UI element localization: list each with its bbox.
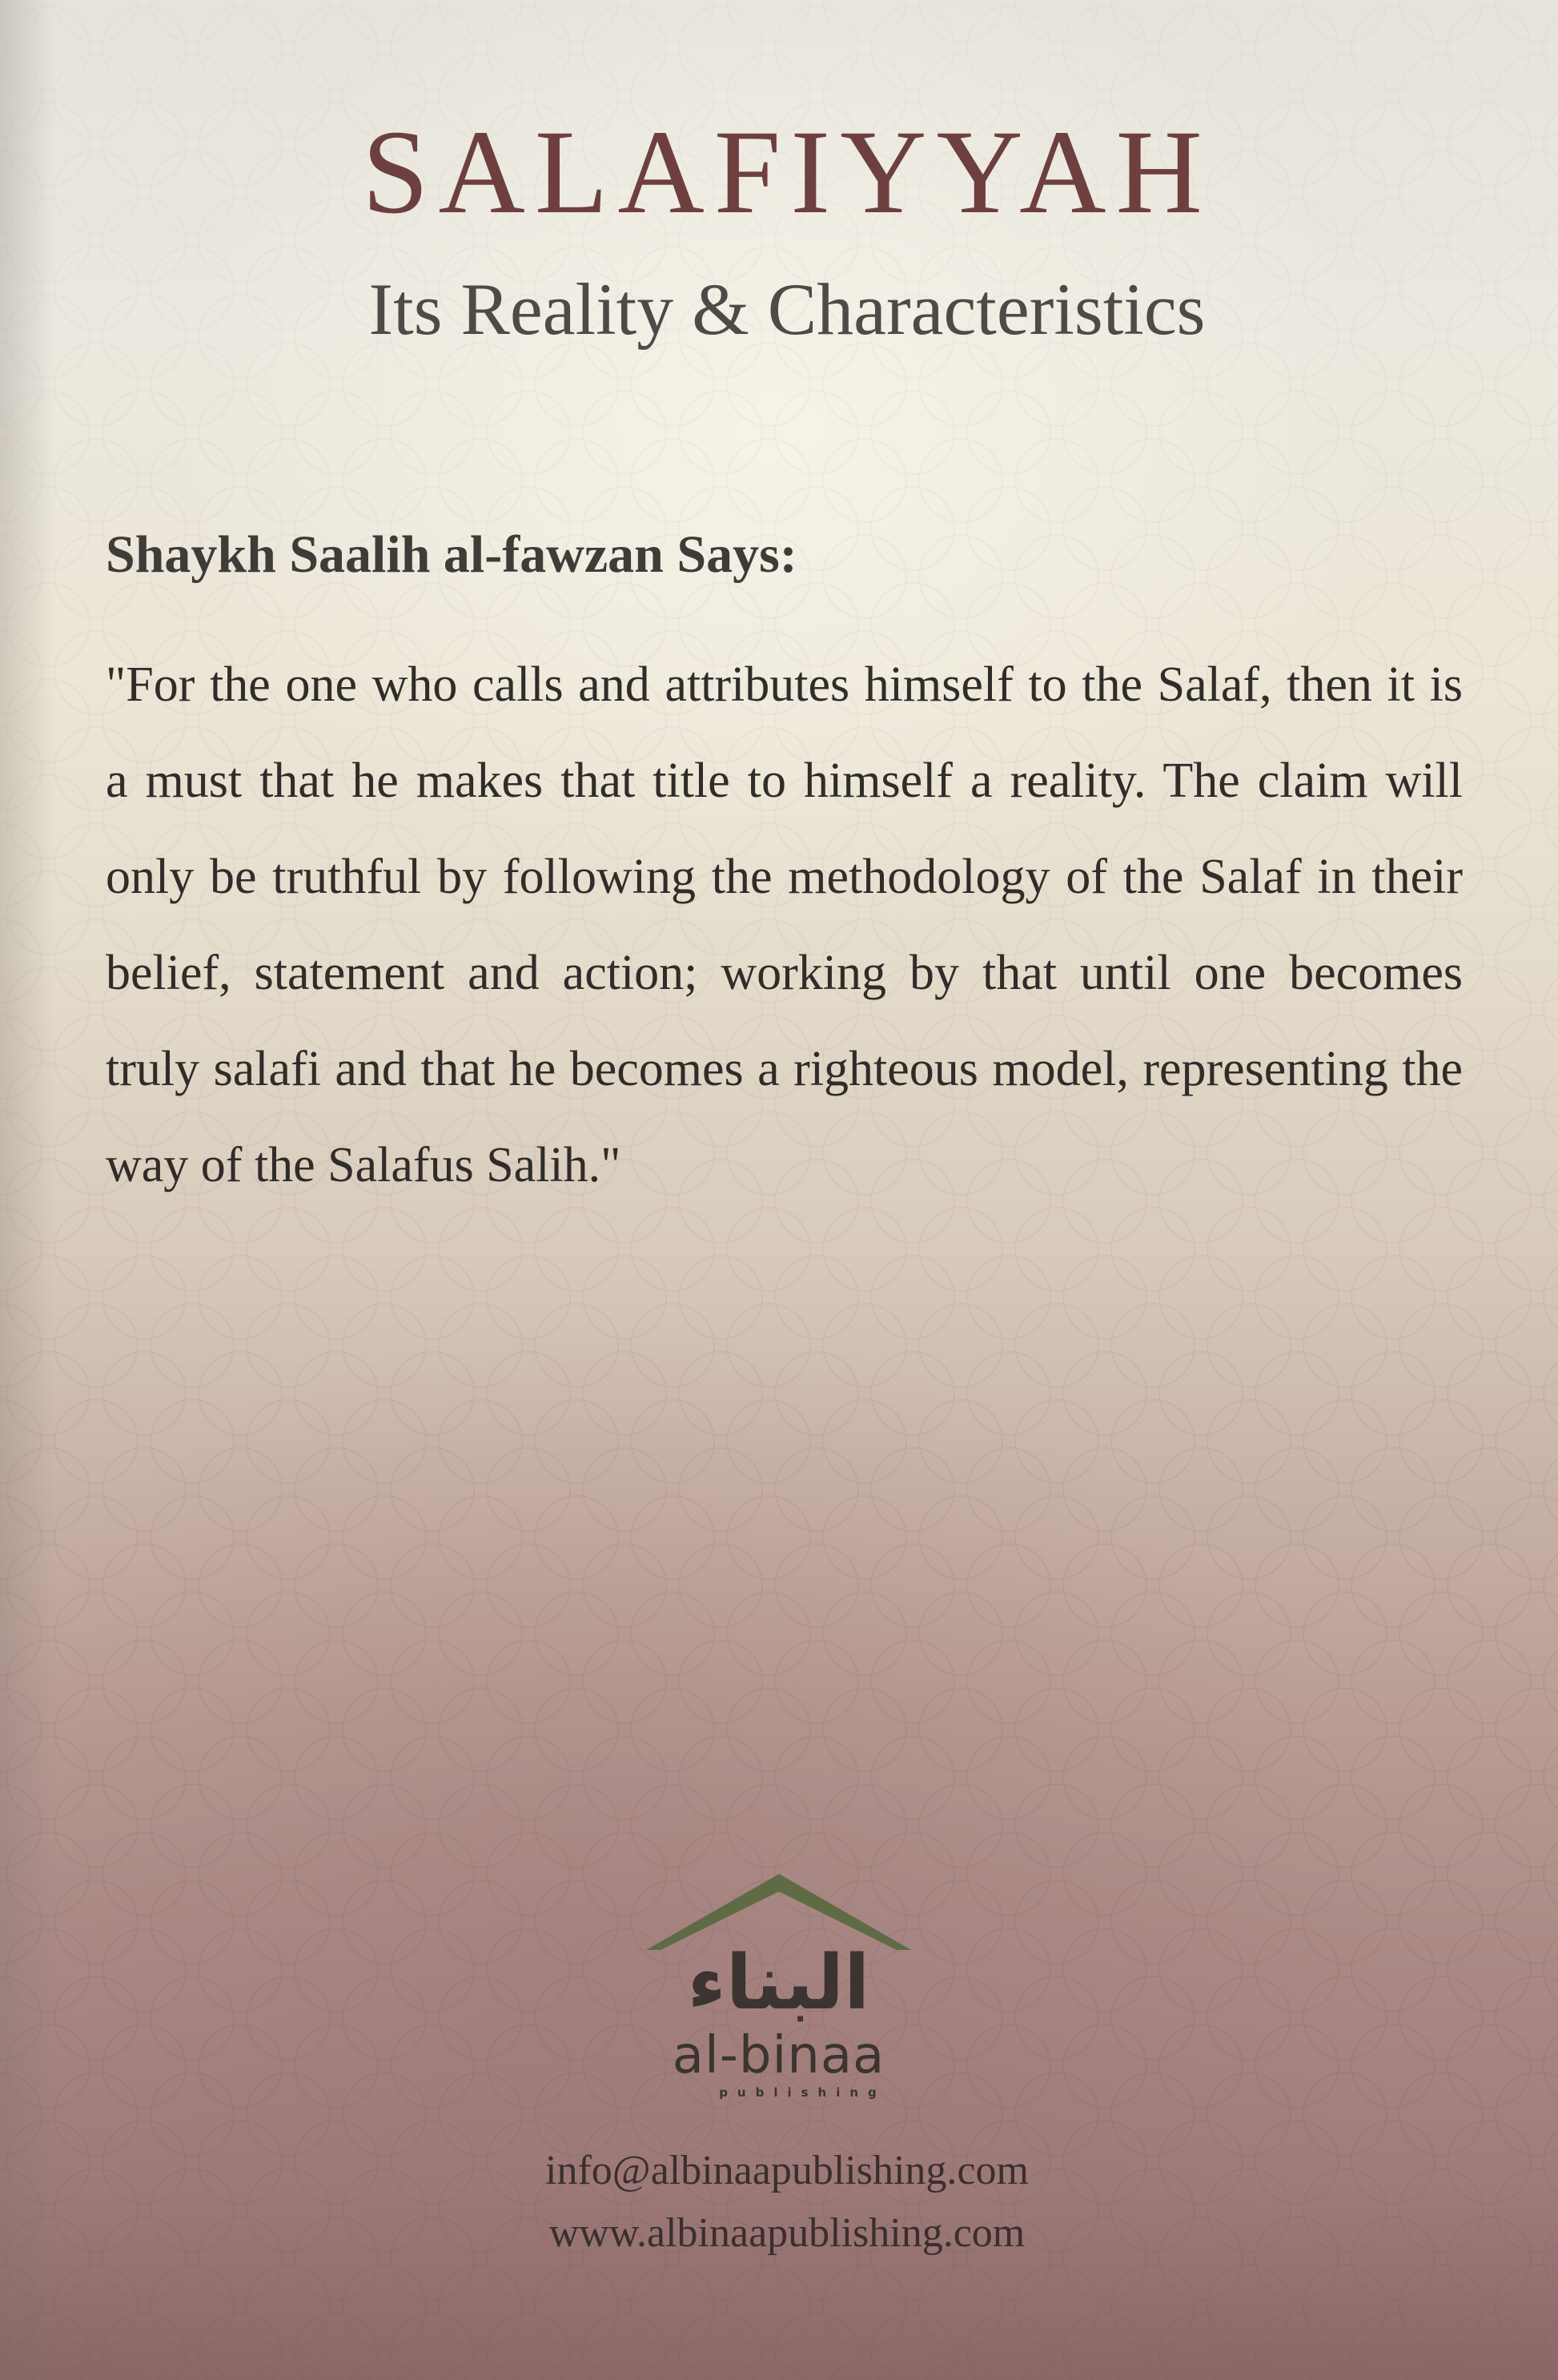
book-title: SALAFIYYAH — [362, 106, 1212, 239]
publisher-website: www.albinaapublishing.com — [548, 2210, 1026, 2256]
logo-sub-text: publishing — [719, 2085, 886, 2100]
publisher-logo — [636, 1866, 921, 2106]
book-subtitle: Its Reality & Characteristics — [368, 268, 1206, 350]
publisher-email: info@albinaapublishing.com — [545, 2148, 1029, 2193]
quote-text: "For the one who calls and attributes himself to the Salaf, then it is a must that he makes that title to himself a reality. The claim will only be truthful by following the methodology of the Salaf in their belief, statement and action; working by that until one becomes truly salafi and that he becomes a righteous model, representing the way of the Salafus Salih." — [106, 657, 1463, 1192]
logo-latin-text: al-binaa — [672, 2026, 885, 2085]
left-edge-shadow — [0, 0, 56, 2380]
logo-arabic-text: البناء — [687, 1940, 870, 2027]
quote-heading: Shaykh Saalih al-fawzan Says: — [106, 525, 797, 584]
